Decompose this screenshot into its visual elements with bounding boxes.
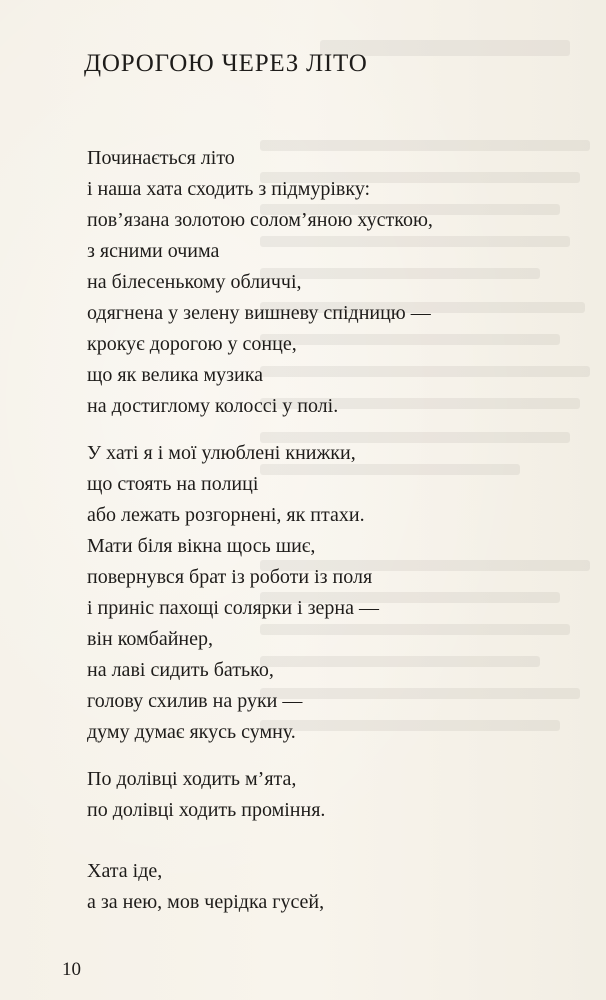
poem-line: він комбайнер, — [87, 628, 214, 650]
poem-line: з ясними очима — [87, 240, 220, 262]
stanza — [87, 438, 433, 748]
poem-body — [87, 143, 433, 934]
poem-line: Починається літо — [87, 147, 235, 169]
poem-line: по долівці ходить проміння. — [87, 799, 326, 821]
poem-line: що як велика музика — [87, 364, 264, 386]
stanza — [87, 856, 433, 918]
poem-line: або лежать розгорнені, як птахи. — [87, 504, 365, 526]
poem-line: Мати біля вікна щось шиє, — [87, 535, 316, 557]
poem-line: повернувся брат із роботи із поля — [87, 566, 373, 588]
stanza — [87, 764, 433, 826]
poem-line: і приніс пахощі солярки і зерна — — [87, 597, 380, 619]
page-number: 10 — [62, 959, 81, 980]
poem-line: на лаві сидить батько, — [87, 659, 274, 681]
poem-line: одягнена у зелену вишневу спідницю — — [87, 302, 431, 324]
poem-line: крокує дорогою у сонце, — [87, 333, 297, 355]
poem-line: на білесенькому обличчі, — [87, 271, 302, 293]
stanza — [87, 143, 433, 422]
poem-line: Хата іде, — [87, 860, 163, 882]
poem-line: і наша хата сходить з підмурівку: — [87, 178, 371, 200]
poem-line: на достиглому колоссі у полі. — [87, 395, 339, 417]
poem-line: що стоять на полиці — [87, 473, 259, 495]
poem-title: ДОРОГОЮ ЧЕРЕЗ ЛІТО — [84, 50, 368, 77]
poem-line: пов’язана золотою солом’яною хусткою, — [87, 209, 433, 231]
poem-line: У хаті я і мої улюблені книжки, — [87, 442, 356, 464]
poem-line: думу думає якусь сумну. — [87, 721, 296, 743]
poem-line: а за нею, мов черідка гусей, — [87, 891, 325, 913]
poem-line: голову схилив на руки — — [87, 690, 303, 712]
poem-line: По долівці ходить м’ята, — [87, 768, 297, 790]
